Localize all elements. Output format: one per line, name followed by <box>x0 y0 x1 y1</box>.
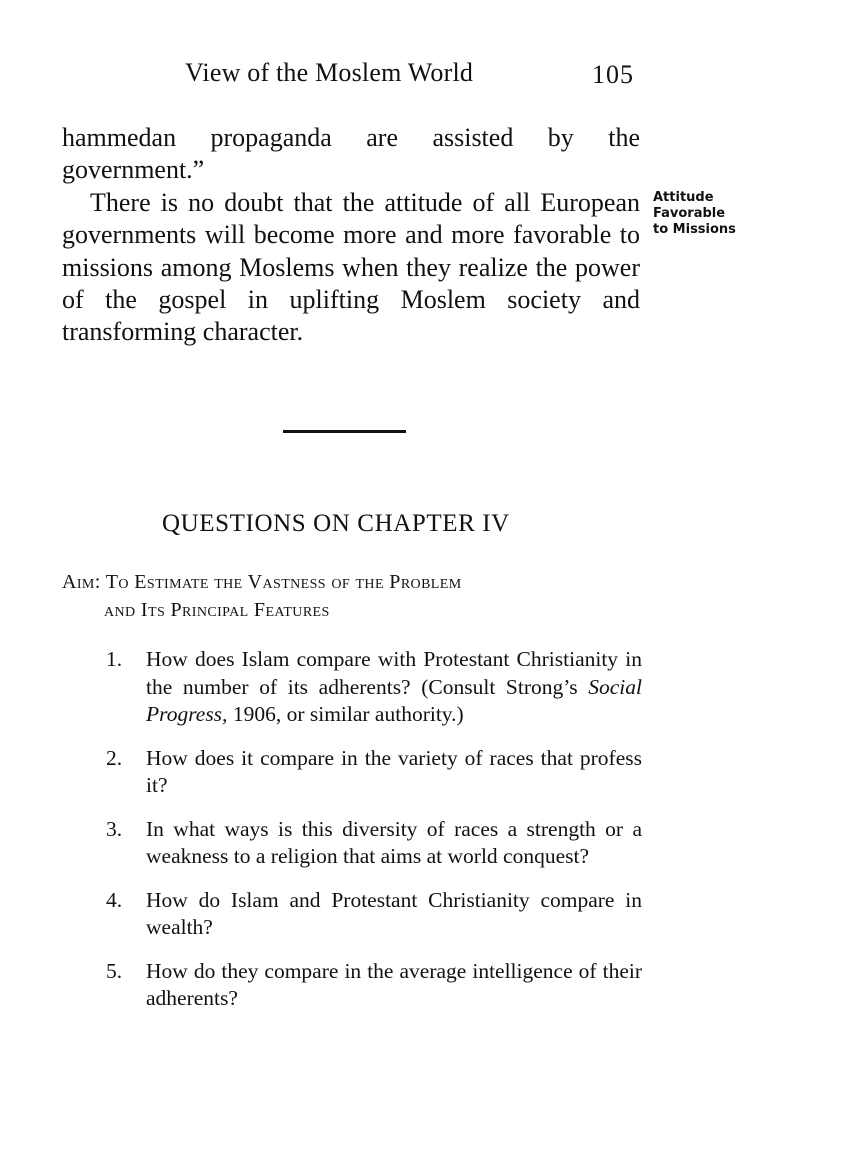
paragraph-continuation: hammedan propaganda are assisted by the government.” <box>62 123 640 185</box>
section-divider <box>283 430 406 433</box>
question-item <box>106 887 642 942</box>
question-item <box>106 958 642 1013</box>
book-title: Social Progress, <box>146 674 642 726</box>
question-text: In what ways is this diversity of races a strength or a weakness to a religion that aims at world conquest? <box>146 816 642 868</box>
page-header <box>0 58 850 92</box>
question-text: How do they compare in the average intelligence of their adherents? <box>146 958 642 1010</box>
aim-statement <box>62 568 642 624</box>
question-number: 3. <box>106 816 123 841</box>
page-number: 105 <box>592 60 634 89</box>
paragraph-attitude: There is no doubt that the attitude of all European governments will become more and more favorable to missions among Moslems when they realize the power of the gospel in uplifting Moslem society and transforming character. <box>62 187 640 347</box>
chapter-heading: QUESTIONS ON CHAPTER IV <box>162 510 510 537</box>
question-text <box>146 646 642 729</box>
questions-list <box>106 646 642 1029</box>
running-title: View of the Moslem World <box>185 58 474 87</box>
question-text-part: How does Islam compare with Protestant Christianity in the number of its adherents? (Consult Strong’s <box>146 647 642 699</box>
margin-note-line: Favorable <box>653 206 726 221</box>
question-number: 2. <box>106 745 123 770</box>
question-text: How does it compare in the variety of races that profess it? <box>146 745 642 797</box>
aim-line: and Its Principal Features <box>104 599 330 621</box>
question-text: How do Islam and Protestant Christianity compare in wealth? <box>146 887 642 939</box>
body-text <box>62 122 640 349</box>
question-item <box>106 646 642 729</box>
margin-note <box>653 190 763 238</box>
aim-line: Aim: To Estimate the Vastness of the Problem <box>62 571 462 593</box>
question-number: 4. <box>106 887 123 912</box>
question-number: 1. <box>106 647 123 671</box>
margin-note-line: Attitude <box>653 190 714 205</box>
question-item <box>106 816 642 871</box>
margin-note-line: to Missions <box>653 222 736 237</box>
question-item <box>106 745 642 800</box>
question-text-part: 1906, or similar authority.) <box>227 702 464 726</box>
question-number: 5. <box>106 958 123 983</box>
